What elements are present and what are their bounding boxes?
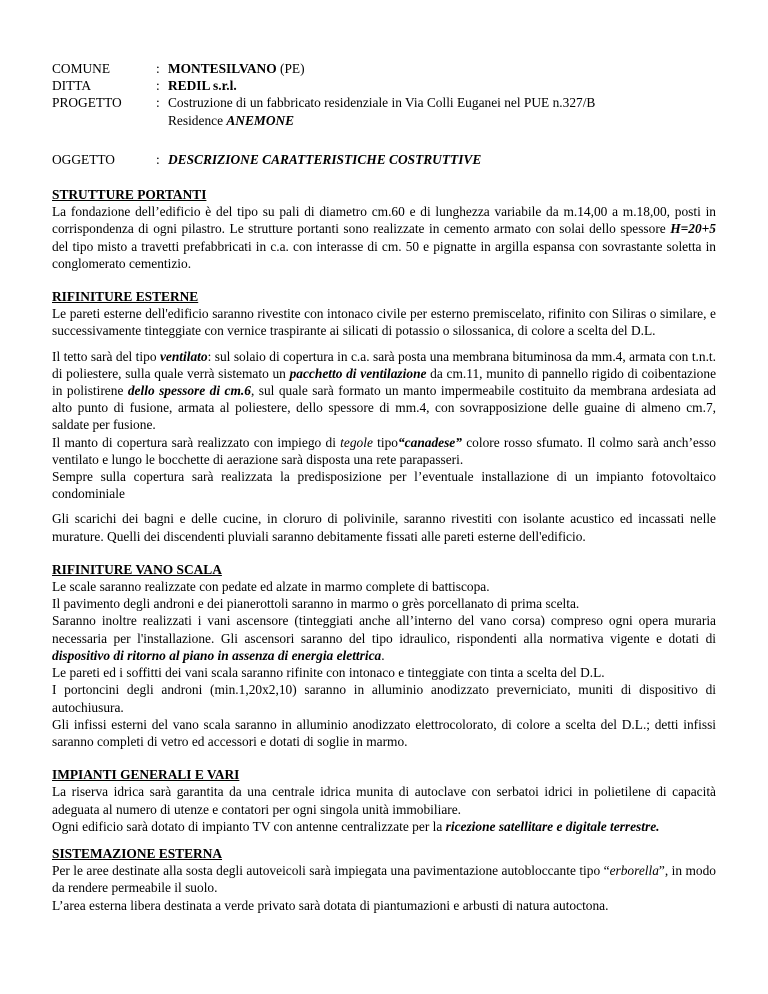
paragraph: Le pareti ed i soffitti dei vani scala saranno rifinite con intonaco e tinteggiate con tinta a scelta del D.L.	[52, 665, 605, 681]
section-impianti	[52, 766, 716, 835]
paragraph	[52, 612, 716, 664]
paragraph	[52, 348, 716, 434]
emphasis: ricezione satellitare e digitale terrestre.	[445, 818, 660, 834]
paragraph: Le pareti esterne dell'edificio saranno rivestite con intonaco civile per esterno premiscelato, rifinito con Siliras o similare, e successivamente tinteggiate con vernice traspirante ai silicati di potassio o silossanica, di colore a scelta del D.L.	[52, 306, 716, 339]
paragraph: La riserva idrica sarà garantita da una centrale idrica munita di autoclave con serbatoi idrici in polietilene di capacità adeguata al numero di utenze e contatori per ogni singola unità immobiliare.	[52, 784, 716, 817]
section-title: STRUTTURE PORTANTI	[52, 187, 207, 203]
paragraph: Gli infissi esterni del vano scala saranno in alluminio anodizzato elettrocolorato, di colore a scelta del D.L.; detti infissi saranno completi di vetro ed accessori e dotati di soglie in marmo.	[52, 716, 716, 749]
paragraph	[52, 818, 716, 835]
text: , sul quale sarà formato un manto impermeabile costituito da membrana ardesiata ad alto punto di fusione, armata al poliestere, dello spessore di mm.4, con sovrapposizione delle guaine di almeno cm.7, saldate per fusione.	[52, 383, 716, 433]
paragraph: Le scale saranno realizzate con pedate ed alzate in marmo complete di battiscopa.	[52, 579, 490, 595]
paragraph	[52, 862, 716, 896]
emphasis: ventilato	[159, 348, 208, 364]
progetto-value	[168, 94, 716, 128]
emphasis: pacchetto di ventilazione	[289, 365, 427, 381]
emphasis: “canadese”	[397, 434, 462, 450]
text: Per le aree destinate alla sosta degli autoveicoli sarà impiegata una pavimentazione autobloccante tipo “	[52, 863, 610, 879]
emphasis: dello spessore di cm.6	[127, 383, 251, 399]
oggetto-label: OGGETTO	[52, 151, 115, 167]
section-title: IMPIANTI GENERALI E VARI	[52, 767, 240, 783]
section-scala	[52, 561, 716, 750]
colon: :	[156, 61, 160, 76]
emphasis: H=20+5	[670, 221, 716, 237]
text: : sul solaio di copertura in c.a. sarà posta una membrana bituminosa da mm.4, armata con t.n.t. di poliestere, sulla quale verrà sistemato un	[52, 348, 717, 381]
comune-value	[168, 60, 716, 77]
emphasis: dispositivo di ritorno al piano in assenza di energia elettrica	[52, 647, 382, 663]
paragraph: Sempre sulla copertura sarà realizzata la predisposizione per l’eventuale installazione di un impianto fotovoltaico condominiale	[52, 469, 716, 502]
text: ”, in modo da rendere permeabile il suolo.	[52, 863, 716, 896]
paragraph	[52, 203, 716, 272]
comune-label: COMUNE	[52, 61, 111, 76]
section-sistemazione	[52, 845, 716, 914]
progetto-label: PROGETTO	[52, 95, 122, 111]
paragraph: L’area esterna libera destinata a verde privato sarà dotata di piantumazioni e arbusti di natura autoctona.	[52, 897, 609, 913]
text: Ogni edificio sarà dotato di impianto TV con antenne centralizzate per la	[52, 818, 446, 834]
section-strutture	[52, 186, 716, 272]
section-title: SISTEMAZIONE ESTERNA	[52, 845, 223, 861]
emphasis: erborella	[609, 863, 659, 879]
emphasis: tegole	[340, 434, 373, 450]
text: Il manto di copertura sarà realizzato con impiego di	[52, 434, 341, 450]
section-title: RIFINITURE ESTERNE	[52, 289, 199, 305]
paragraph: Il pavimento degli androni e dei pianerottoli saranno in marmo o grès porcellanato di prima scelta.	[52, 596, 580, 612]
comune-province: (PE)	[276, 61, 305, 76]
header-comune	[52, 60, 716, 77]
text: Saranno inoltre realizzati i vani ascensore (tinteggiati anche all’interno del vano corsa) compreso ogni opera muraria necessaria per l'installazione. Gli ascensori saranno del tipo idraulico, rispondenti alla normativa vigente e dotati di	[52, 613, 716, 646]
header-ditta	[52, 77, 716, 94]
ditta-label: DITTA	[52, 78, 92, 94]
colon: :	[156, 151, 160, 167]
comune-name: MONTESILVANO	[168, 61, 277, 76]
ditta-value: REDIL s.r.l.	[168, 78, 237, 94]
header-oggetto	[52, 151, 716, 168]
document-page	[52, 60, 716, 914]
section-esterne	[52, 288, 716, 545]
progetto-line2-prefix: Residence	[168, 112, 227, 128]
text: tipo	[372, 434, 398, 450]
section-title: RIFINITURE VANO SCALA	[52, 561, 222, 577]
text: .	[381, 647, 385, 663]
oggetto-value: DESCRIZIONE CARATTERISTICHE COSTRUTTIVE	[168, 151, 482, 167]
text: da cm.11, munito di pannello rigido di coibentazione in polistirene	[52, 365, 717, 399]
paragraph: I portoncini degli androni (min.1,20x2,10) saranno in alluminio anodizzato preverniciato, muniti di dispositivo di autochiusura.	[52, 682, 716, 715]
progetto-line1: Costruzione di un fabbricato residenziale in Via Colli Euganei nel PUE n.327/B	[168, 95, 596, 111]
text: La fondazione dell’edificio è del tipo su pali di diametro cm.60 e di lunghezza variabile da m.14,00 a m.18,00, posti in corrispondenza di ogni pilastro. Le strutture portanti sono realizzate in cemento armato con solai dello spessore	[52, 204, 716, 237]
paragraph: Gli scarichi dei bagni e delle cucine, in cloruro di polivinile, saranno rivestiti con isolante acustico ed incassati nelle murature. Quelli dei discendenti pluviali saranno debitamente fissati alle pareti esterne dell'edificio.	[52, 511, 716, 544]
paragraph	[52, 434, 716, 468]
colon: :	[156, 78, 160, 94]
text: del tipo misto a travetti prefabbricati in c.a. con interasse di cm. 50 e pignatte in argilla espansa con sovrastante soletta in conglomerato cementizio.	[52, 238, 716, 271]
residence-name: ANEMONE	[226, 112, 295, 128]
header-progetto	[52, 94, 716, 128]
colon: :	[156, 95, 160, 111]
text: Il tetto sarà del tipo	[52, 348, 160, 364]
text: colore rosso sfumato. Il colmo sarà anch’esso ventilato e lungo le bocchette di aerazione sarà disposta una rete parapasseri.	[52, 434, 716, 467]
